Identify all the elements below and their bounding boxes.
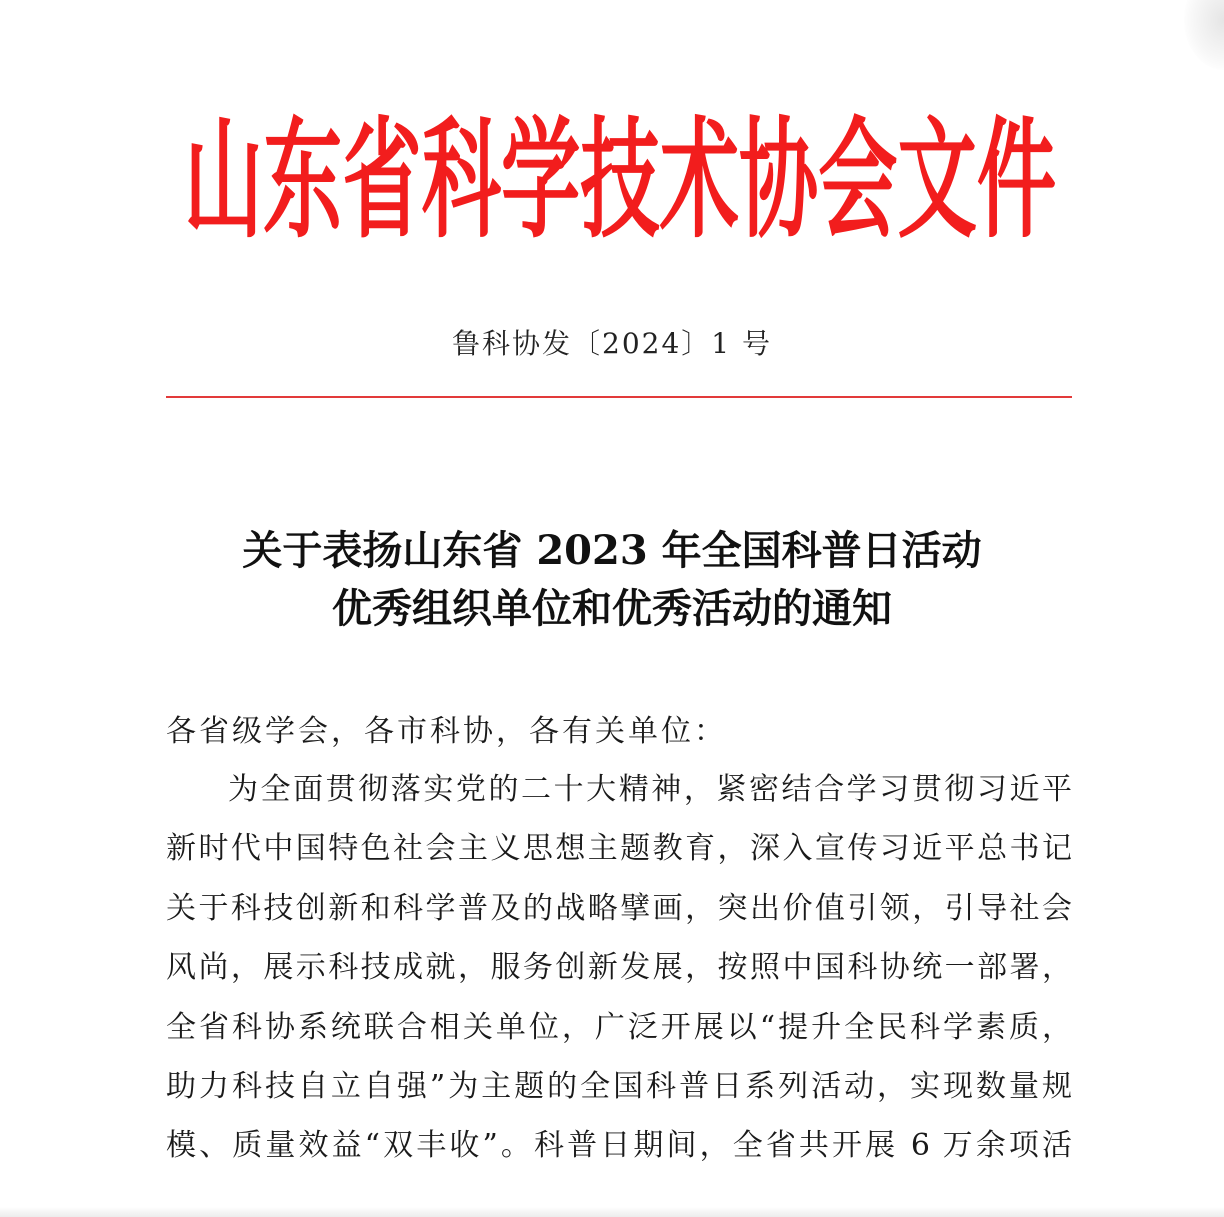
salutation: 各省级学会，各市科协，各有关单位：	[166, 714, 727, 749]
masthead-text: 山东省科学技术协会文件	[183, 104, 1057, 256]
document-number: 鲁科协发〔2024〕1 号	[452, 327, 772, 360]
page-corner-shadow	[1184, 0, 1224, 70]
body-line: 关于科技创新和科学普及的战略擘画，突出价值引领，引导社会	[166, 890, 1072, 926]
body-text	[166, 765, 1072, 1181]
body-line: 助力科技自立自强”为主题的全国科普日系列活动，实现数量规	[166, 1068, 1072, 1104]
body-line: 为全面贯彻落实党的二十大精神，紧密结合学习贯彻习近平	[228, 772, 1072, 807]
body-line: 风尚，展示科技成就，服务创新发展，按照中国科协统一部署，	[166, 950, 1072, 986]
body-line: 新时代中国特色社会主义思想主题教育，深入宣传习近平总书记	[166, 831, 1072, 867]
bottom-edge	[0, 1207, 1224, 1217]
title-line-1: 关于表扬山东省 2023 年全国科普日活动	[242, 527, 982, 574]
title-line-2: 优秀组织单位和优秀活动的通知	[332, 585, 892, 632]
red-divider-line	[166, 396, 1072, 398]
body-line: 模、质量效益“双丰收”。科普日期间，全省共开展 6 万余项活	[166, 1128, 1072, 1164]
masthead	[150, 100, 1090, 260]
body-line: 全省科协系统联合相关单位，广泛开展以“提升全民科学素质，	[166, 1009, 1072, 1045]
document-title	[0, 522, 1224, 638]
